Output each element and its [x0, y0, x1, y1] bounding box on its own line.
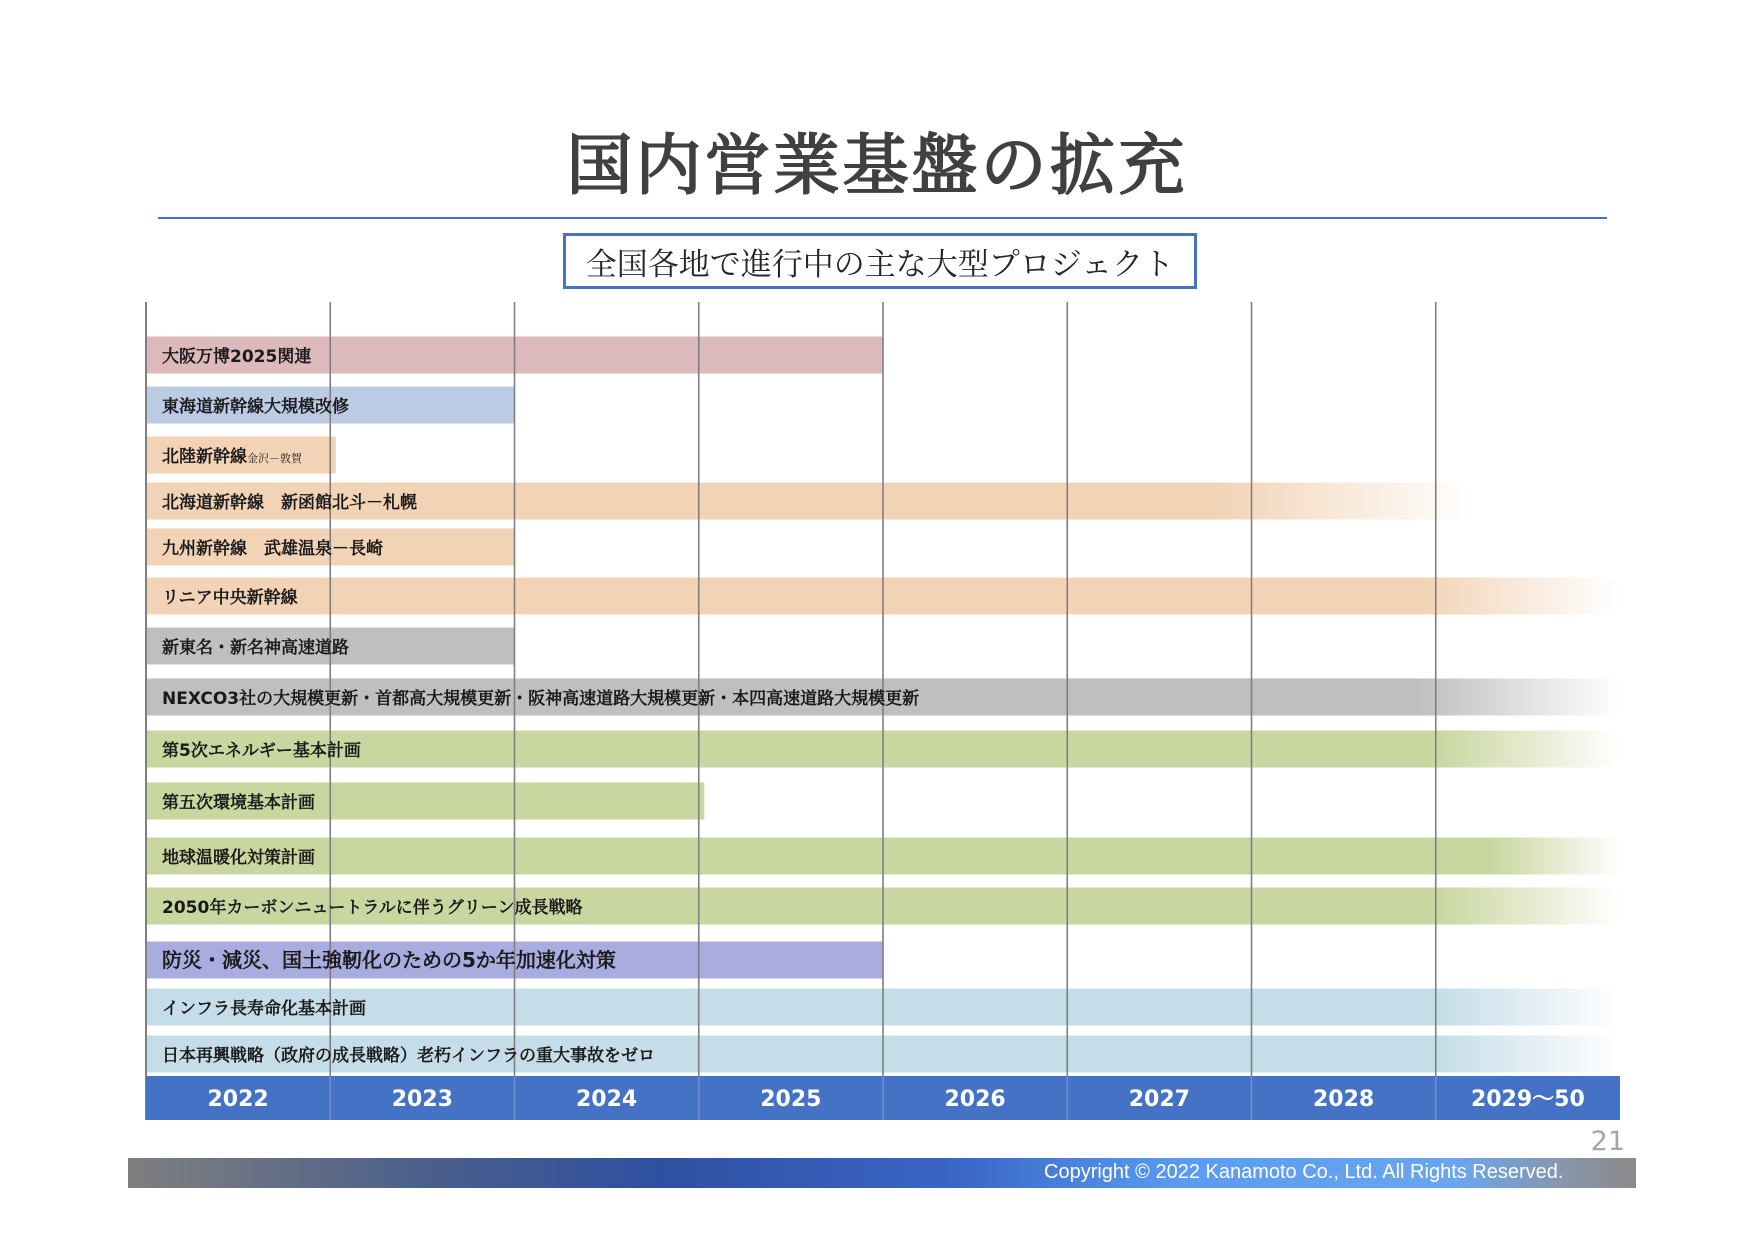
bar-label-2: 北陸新幹線金沢－敦賀 [162, 447, 302, 467]
year-label-1: 2023 [391, 1087, 453, 1112]
subtitle-text: 全国各地で進行中の主な大型プロジェクト [585, 246, 1175, 283]
bar-label-12: 防災・減災、国土強靭化のための5か年加速化対策 [162, 948, 616, 972]
bar-label-11: 2050年カーボンニュートラルに伴うグリーン成長戦略 [162, 898, 583, 918]
year-label-6: 2028 [1313, 1087, 1375, 1112]
year-label-7: 2029〜50 [1470, 1087, 1585, 1112]
year-label-2: 2024 [576, 1087, 638, 1112]
bar-label-10: 地球温暖化対策計画 [162, 848, 315, 868]
bar-label-1: 東海道新幹線大規模改修 [162, 397, 349, 417]
bar-label-13: インフラ長寿命化基本計画 [162, 999, 366, 1019]
bar-label-5: リニア中央新幹線 [162, 588, 298, 608]
bar-label-4: 九州新幹線 武雄温泉－長崎 [162, 539, 383, 559]
bar-label-14: 日本再興戦略（政府の成長戦略）老朽インフラの重大事故をゼロ [162, 1046, 655, 1066]
bar-label-9: 第五次環境基本計画 [162, 793, 315, 813]
year-label-0: 2022 [207, 1087, 269, 1112]
year-axis [146, 1076, 1620, 1120]
page-title: 国内営業基盤の拡充 [566, 127, 1188, 204]
bar-label-8: 第5次エネルギー基本計画 [162, 741, 361, 761]
year-label-4: 2026 [944, 1087, 1006, 1112]
copyright-text: Copyright © 2022 Kanamoto Co., Ltd. All Rights Reserved. [1044, 1161, 1564, 1183]
bar-label-3: 北海道新幹線 新函館北斗－札幌 [162, 493, 417, 513]
bar-label-0: 大阪万博2025関連 [162, 347, 312, 367]
year-label-3: 2025 [760, 1087, 822, 1112]
bar-label-7: NEXCO3社の大規模更新・首都高大規模更新・阪神高速道路大規模更新・本四高速道路大規模更新 [162, 689, 920, 709]
page-number: 21 [1590, 1126, 1625, 1157]
year-label-5: 2027 [1128, 1087, 1190, 1112]
bar-label-6: 新東名・新名神高速道路 [162, 638, 349, 658]
